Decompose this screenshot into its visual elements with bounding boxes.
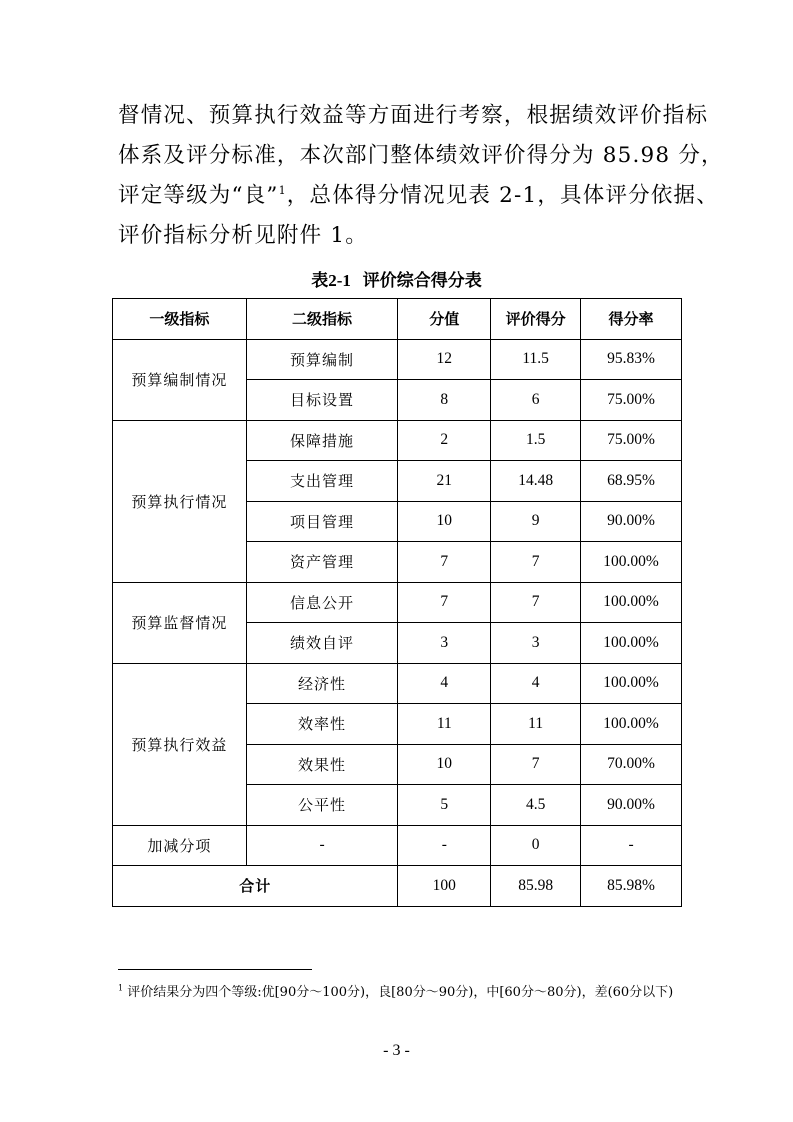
rate-cell: - [581, 825, 682, 866]
body-line: 体系及评分标准，本次部门整体绩效评价得分为 85.98 分， [118, 143, 724, 168]
rate-cell: 70.00% [581, 744, 682, 785]
rate-cell: 100.00% [581, 663, 682, 704]
body-line-part: 评定等级为“良” [118, 183, 279, 208]
table-caption-text: 评价综合得分表 [362, 271, 482, 291]
eval-cell: 11 [491, 704, 581, 745]
footnote-mark: 1 [118, 983, 124, 993]
primary-indicator-cell: 预算编制情况 [113, 339, 247, 420]
eval-cell: 14.48 [491, 461, 581, 502]
header-cell: 二级指标 [246, 299, 398, 340]
secondary-indicator-cell: - [246, 825, 398, 866]
eval-cell: 1.5 [491, 420, 581, 461]
page-number: - 3 - [383, 1042, 410, 1059]
primary-indicator-cell: 预算执行情况 [113, 420, 247, 582]
rate-cell: 100.00% [581, 542, 682, 583]
secondary-indicator-cell: 信息公开 [246, 582, 398, 623]
table-header-row [113, 299, 682, 340]
rate-cell: 75.00% [581, 380, 682, 421]
score-cell: 11 [398, 704, 491, 745]
table-row [113, 420, 682, 461]
score-cell: 7 [398, 542, 491, 583]
score-cell: - [398, 825, 491, 866]
rate-cell: 100.00% [581, 582, 682, 623]
eval-cell: 11.5 [491, 339, 581, 380]
score-cell: 2 [398, 420, 491, 461]
footnote [118, 982, 688, 1004]
score-cell: 5 [398, 785, 491, 826]
table-caption [0, 266, 793, 291]
body-line-part: ，总体得分情况见表 2-1，具体评分依据、 [286, 183, 719, 208]
score-cell: 12 [398, 339, 491, 380]
score-cell: 4 [398, 663, 491, 704]
secondary-indicator-cell: 经济性 [246, 663, 398, 704]
footnote-divider [118, 969, 312, 970]
secondary-indicator-cell: 目标设置 [246, 380, 398, 421]
primary-indicator-cell: 预算执行效益 [113, 663, 247, 825]
table-caption-number: 表2-1 [311, 271, 351, 290]
secondary-indicator-cell: 效率性 [246, 704, 398, 745]
secondary-indicator-cell: 保障措施 [246, 420, 398, 461]
body-line [118, 176, 719, 216]
header-cell: 分值 [398, 299, 491, 340]
primary-indicator-cell: 加减分项 [113, 825, 247, 866]
rate-cell: 85.98% [581, 866, 682, 907]
score-cell: 100 [398, 866, 491, 907]
rate-cell: 90.00% [581, 785, 682, 826]
table-row [113, 582, 682, 623]
adjustment-row [113, 825, 682, 866]
secondary-indicator-cell: 公平性 [246, 785, 398, 826]
total-row [113, 866, 682, 907]
rate-cell: 68.95% [581, 461, 682, 502]
rate-cell: 100.00% [581, 704, 682, 745]
secondary-indicator-cell: 支出管理 [246, 461, 398, 502]
eval-cell: 9 [491, 501, 581, 542]
secondary-indicator-cell: 预算编制 [246, 339, 398, 380]
secondary-indicator-cell: 效果性 [246, 744, 398, 785]
score-cell: 8 [398, 380, 491, 421]
secondary-indicator-cell: 项目管理 [246, 501, 398, 542]
eval-cell: 85.98 [491, 866, 581, 907]
header-cell: 一级指标 [113, 299, 247, 340]
rate-cell: 100.00% [581, 623, 682, 664]
eval-cell: 7 [491, 542, 581, 583]
body-paragraph [118, 96, 724, 256]
score-table [112, 298, 682, 907]
body-line: 督情况、预算执行效益等方面进行考察，根据绩效评价指标 [118, 103, 709, 128]
rate-cell: 95.83% [581, 339, 682, 380]
body-line: 评价指标分析见附件 1。 [118, 223, 368, 248]
total-label-cell: 合计 [113, 866, 398, 907]
score-cell: 3 [398, 623, 491, 664]
rate-cell: 75.00% [581, 420, 682, 461]
header-cell: 评价得分 [491, 299, 581, 340]
eval-cell: 7 [491, 744, 581, 785]
eval-cell: 0 [491, 825, 581, 866]
eval-cell: 6 [491, 380, 581, 421]
header-cell: 得分率 [581, 299, 682, 340]
score-cell: 10 [398, 744, 491, 785]
secondary-indicator-cell: 绩效自评 [246, 623, 398, 664]
footnote-reference[interactable]: 1 [278, 183, 287, 197]
score-cell: 21 [398, 461, 491, 502]
score-cell: 10 [398, 501, 491, 542]
primary-indicator-cell: 预算监督情况 [113, 582, 247, 663]
table-row [113, 339, 682, 380]
table-row [113, 663, 682, 704]
score-cell: 7 [398, 582, 491, 623]
eval-cell: 4.5 [491, 785, 581, 826]
rate-cell: 90.00% [581, 501, 682, 542]
eval-cell: 7 [491, 582, 581, 623]
eval-cell: 3 [491, 623, 581, 664]
secondary-indicator-cell: 资产管理 [246, 542, 398, 583]
eval-cell: 4 [491, 663, 581, 704]
footnote-text: 评价结果分为四个等级:优[90分～100分)，良[80分～90分)，中[60分～80分)，差(60分以下) [127, 985, 674, 1000]
